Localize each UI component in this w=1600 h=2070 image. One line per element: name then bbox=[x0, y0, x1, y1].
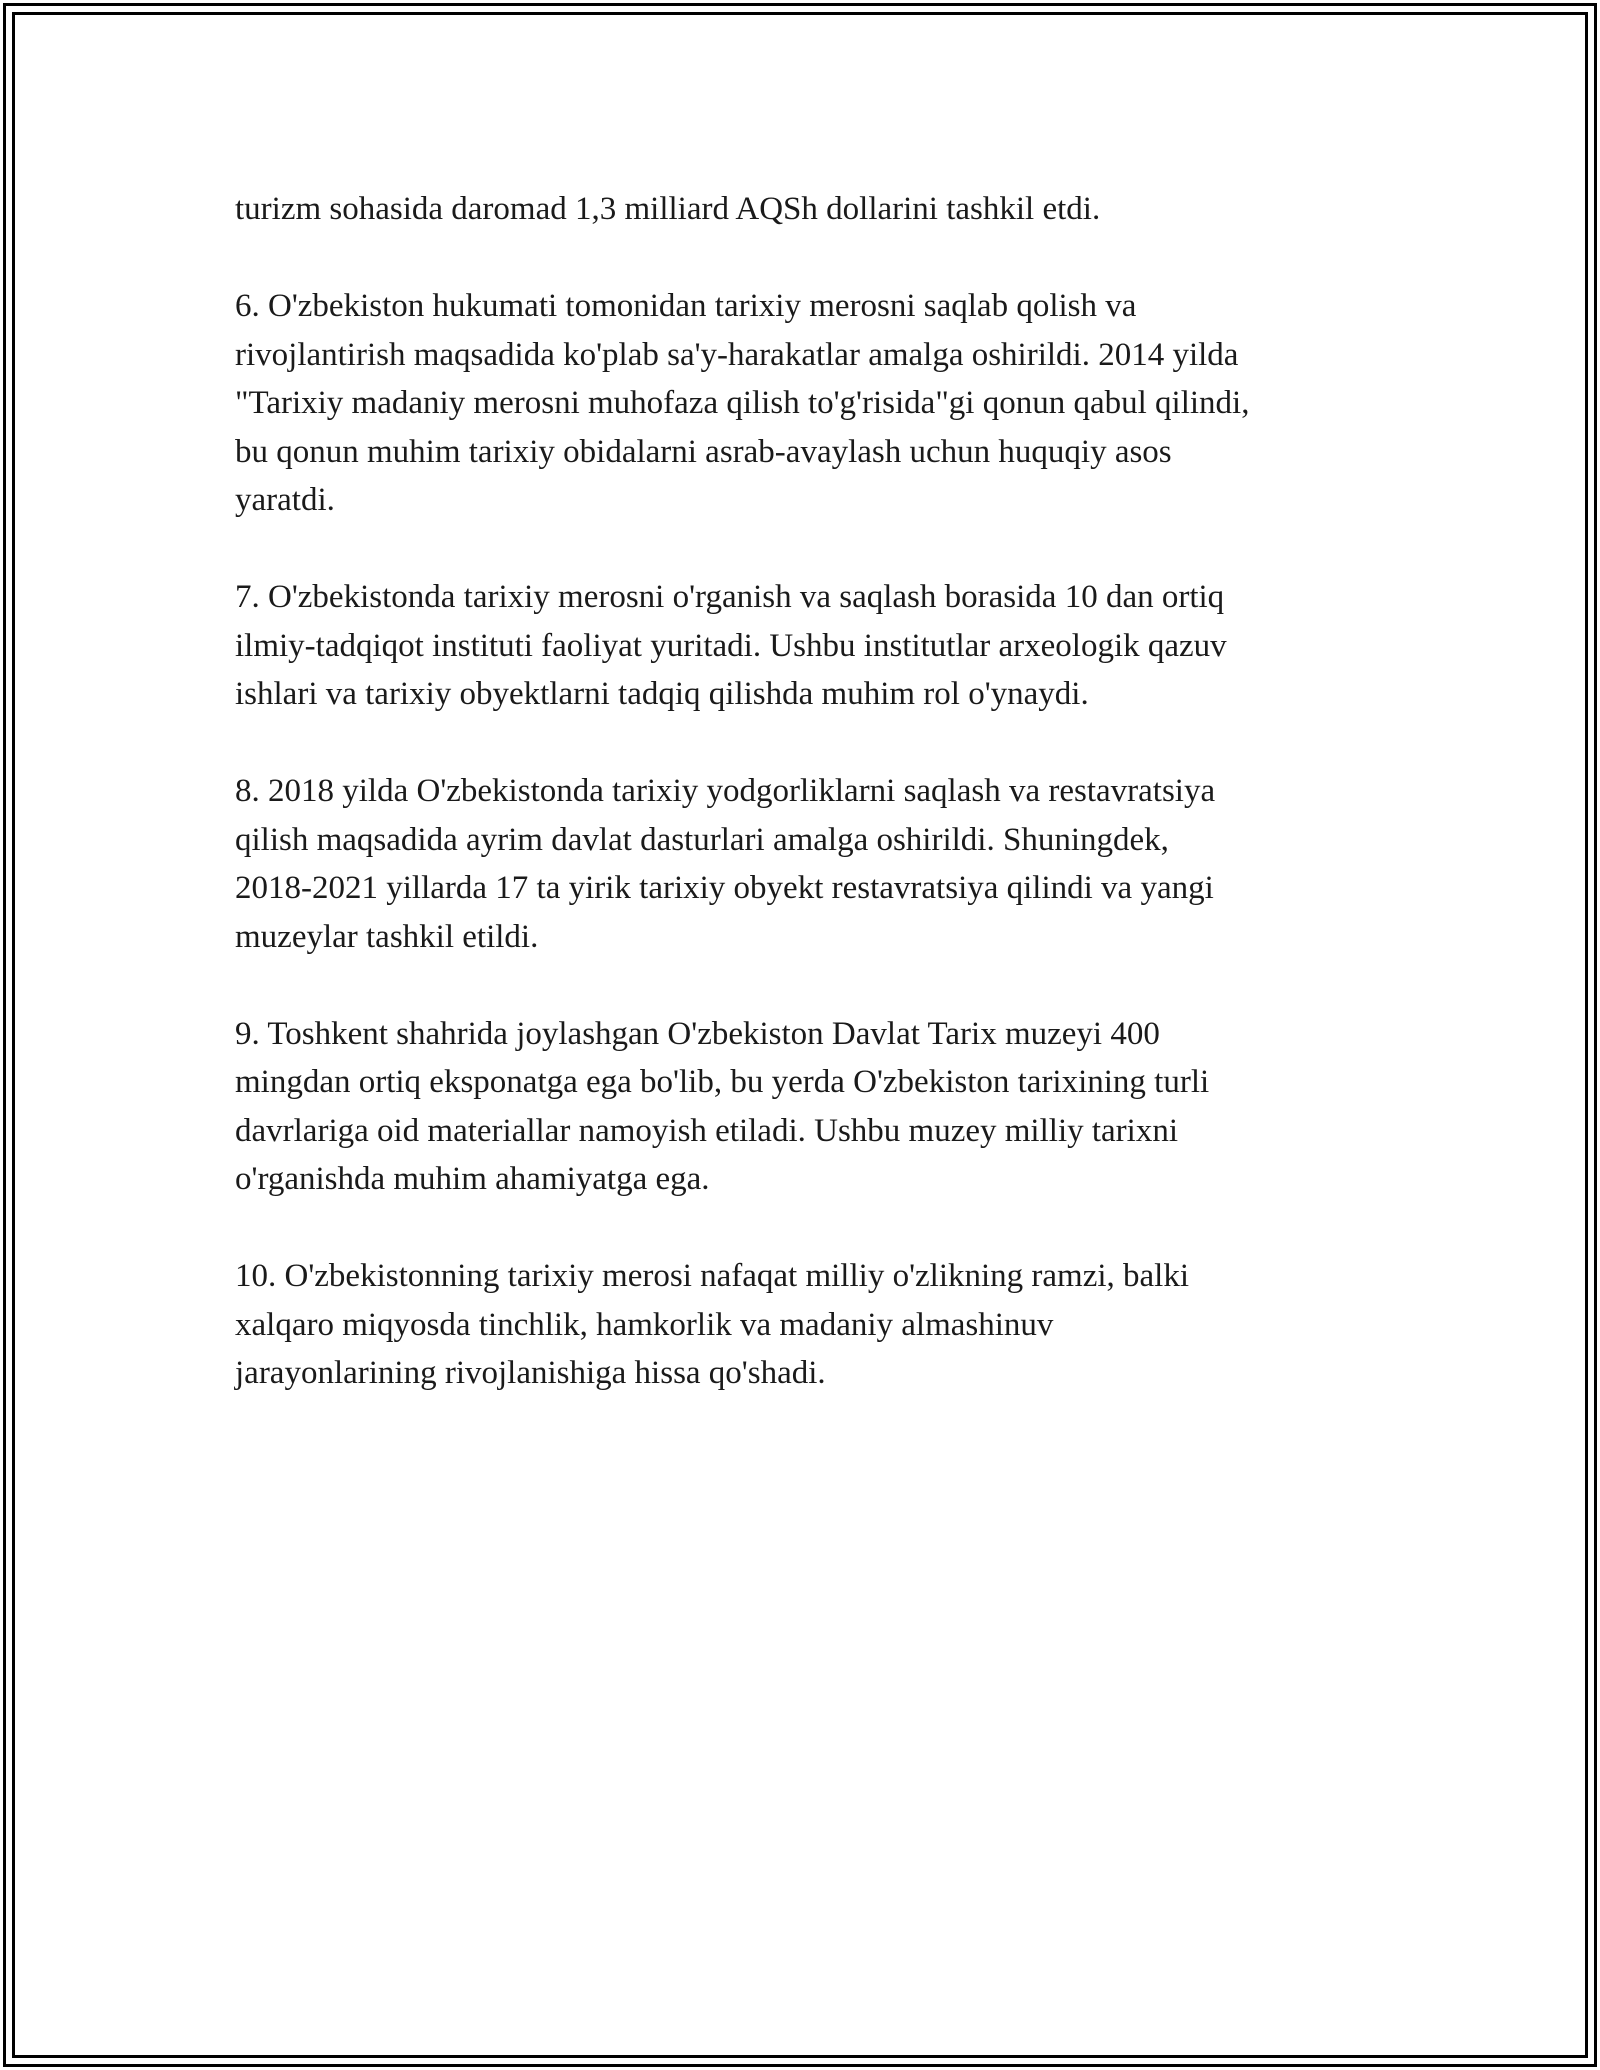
paragraph-item-6: 6. O'zbekiston hukumati tomonidan tarixiy merosni saqlab qolish va rivojlantirish maqsadida ko'plab sa'y-harakatlar amalga oshirildi. 2014 yilda "Tarixiy madaniy merosni muhofaza qilish to'g'risida"gi qonun qabul qilindi, bu qonun muhim tarixiy obidalarni asrab-avaylash uchun huquqiy asos yaratdi. bbox=[235, 288, 1250, 518]
document-body bbox=[235, 185, 1385, 1446]
paragraph-item-9: 9. Toshkent shahrida joylashgan O'zbekiston Davlat Tarix muzeyi 400 mingdan ortiq eksponatga ega bo'lib, bu yerda O'zbekiston tarixining turli davrlariga oid materiallar namoyish etiladi. Ushbu muzey milliy tarixni o'rganishda muhim ahamiyatga ega. bbox=[235, 1015, 1210, 1197]
paragraph-continuation: turizm sohasida daromad 1,3 milliard AQSh dollarini tashkil etdi. bbox=[235, 191, 1101, 227]
paragraph-item-7: 7. O'zbekistonda tarixiy merosni o'rganish va saqlash borasida 10 dan ortiq ilmiy-tadqiqot instituti faoliyat yuritadi. Ushbu institutlar arxeologik qazuv ishlari va tarixiy obyektlarni tadqiq qilishda muhim rol o'ynaydi. bbox=[235, 579, 1227, 712]
paragraph-item-10: 10. O'zbekistonning tarixiy merosi nafaqat milliy o'zlikning ramzi, balki xalqaro miqyosda tinchlik, hamkorlik va madaniy almashinuv jarayonlarining rivojlanishiga hissa qo'shadi. bbox=[235, 1258, 1190, 1391]
paragraph-item-8: 8. 2018 yilda O'zbekistonda tarixiy yodgorliklarni saqlash va restavratsiya qilish maqsadida ayrim davlat dasturlari amalga oshirildi. Shuningdek, 2018-2021 yillarda 17 ta yirik tarixiy obyekt restavratsiya qilindi va yangi muzeylar tashkil etildi. bbox=[235, 773, 1216, 955]
